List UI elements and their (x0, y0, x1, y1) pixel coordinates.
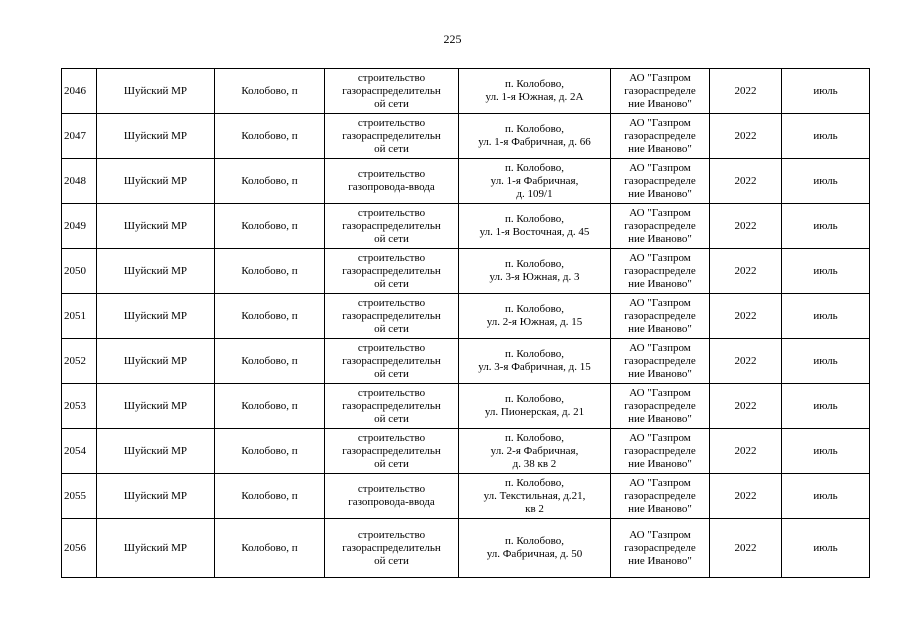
address-cell: п. Колобово, ул. Фабричная, д. 50 (459, 519, 611, 578)
address-cell: п. Колобово, ул. 1-я Восточная, д. 45 (459, 204, 611, 249)
locality-cell: Колобово, п (215, 114, 325, 159)
work-type-cell: строительство газопровода-ввода (325, 474, 459, 519)
work-type-cell: строительство газораспределительн ой сети (325, 339, 459, 384)
organization-cell: АО "Газпром газораспределе ние Иваново" (611, 519, 710, 578)
address-cell: п. Колобово, ул. 1-я Фабричная, д. 109/1 (459, 159, 611, 204)
month-cell: июль (782, 204, 870, 249)
organization-cell: АО "Газпром газораспределе ние Иваново" (611, 384, 710, 429)
district-cell: Шуйский МР (97, 204, 215, 249)
work-type-cell: строительство газораспределительн ой сети (325, 69, 459, 114)
organization-cell: АО "Газпром газораспределе ние Иваново" (611, 294, 710, 339)
organization-cell: АО "Газпром газораспределе ние Иваново" (611, 159, 710, 204)
month-cell: июль (782, 474, 870, 519)
organization-cell: АО "Газпром газораспределе ние Иваново" (611, 69, 710, 114)
work-type-cell: строительство газораспределительн ой сети (325, 294, 459, 339)
year-cell: 2022 (710, 204, 782, 249)
locality-cell: Колобово, п (215, 474, 325, 519)
row-number: 2056 (62, 519, 97, 578)
organization-cell: АО "Газпром газораспределе ние Иваново" (611, 204, 710, 249)
address-cell: п. Колобово, ул. Текстильная, д.21, кв 2 (459, 474, 611, 519)
row-number: 2054 (62, 429, 97, 474)
organization-cell: АО "Газпром газораспределе ние Иваново" (611, 429, 710, 474)
row-number: 2050 (62, 249, 97, 294)
locality-cell: Колобово, п (215, 519, 325, 578)
row-number: 2051 (62, 294, 97, 339)
locality-cell: Колобово, п (215, 429, 325, 474)
work-type-cell: строительство газопровода-ввода (325, 159, 459, 204)
district-cell: Шуйский МР (97, 294, 215, 339)
table-row (62, 339, 870, 384)
district-cell: Шуйский МР (97, 384, 215, 429)
gasification-table (61, 68, 870, 578)
year-cell: 2022 (710, 159, 782, 204)
page-number: 225 (443, 32, 462, 46)
work-type-cell: строительство газораспределительн ой сети (325, 429, 459, 474)
district-cell: Шуйский МР (97, 474, 215, 519)
table-row (62, 429, 870, 474)
table-row (62, 384, 870, 429)
year-cell: 2022 (710, 69, 782, 114)
district-cell: Шуйский МР (97, 429, 215, 474)
address-cell: п. Колобово, ул. 3-я Южная, д. 3 (459, 249, 611, 294)
table-row (62, 159, 870, 204)
year-cell: 2022 (710, 519, 782, 578)
month-cell: июль (782, 159, 870, 204)
address-cell: п. Колобово, ул. Пионерская, д. 21 (459, 384, 611, 429)
table-row (62, 294, 870, 339)
work-type-cell: строительство газораспределительн ой сети (325, 519, 459, 578)
work-type-cell: строительство газораспределительн ой сети (325, 114, 459, 159)
table-row (62, 519, 870, 578)
district-cell: Шуйский МР (97, 69, 215, 114)
district-cell: Шуйский МР (97, 249, 215, 294)
month-cell: июль (782, 69, 870, 114)
month-cell: июль (782, 429, 870, 474)
district-cell: Шуйский МР (97, 159, 215, 204)
table-body (62, 69, 870, 578)
month-cell: июль (782, 384, 870, 429)
locality-cell: Колобово, п (215, 204, 325, 249)
locality-cell: Колобово, п (215, 69, 325, 114)
locality-cell: Колобово, п (215, 294, 325, 339)
row-number: 2048 (62, 159, 97, 204)
year-cell: 2022 (710, 474, 782, 519)
address-cell: п. Колобово, ул. 3-я Фабричная, д. 15 (459, 339, 611, 384)
table-row (62, 114, 870, 159)
address-cell: п. Колобово, ул. 2-я Южная, д. 15 (459, 294, 611, 339)
table-row (62, 249, 870, 294)
district-cell: Шуйский МР (97, 114, 215, 159)
work-type-cell: строительство газораспределительн ой сети (325, 249, 459, 294)
organization-cell: АО "Газпром газораспределе ние Иваново" (611, 114, 710, 159)
organization-cell: АО "Газпром газораспределе ние Иваново" (611, 339, 710, 384)
year-cell: 2022 (710, 114, 782, 159)
table-row (62, 474, 870, 519)
locality-cell: Колобово, п (215, 339, 325, 384)
row-number: 2052 (62, 339, 97, 384)
address-cell: п. Колобово, ул. 2-я Фабричная, д. 38 кв 2 (459, 429, 611, 474)
table-row (62, 204, 870, 249)
month-cell: июль (782, 519, 870, 578)
month-cell: июль (782, 249, 870, 294)
month-cell: июль (782, 114, 870, 159)
row-number: 2055 (62, 474, 97, 519)
year-cell: 2022 (710, 429, 782, 474)
year-cell: 2022 (710, 249, 782, 294)
district-cell: Шуйский МР (97, 519, 215, 578)
row-number: 2047 (62, 114, 97, 159)
year-cell: 2022 (710, 384, 782, 429)
locality-cell: Колобово, п (215, 249, 325, 294)
row-number: 2046 (62, 69, 97, 114)
organization-cell: АО "Газпром газораспределе ние Иваново" (611, 249, 710, 294)
work-type-cell: строительство газораспределительн ой сети (325, 204, 459, 249)
year-cell: 2022 (710, 339, 782, 384)
row-number: 2053 (62, 384, 97, 429)
address-cell: п. Колобово, ул. 1-я Фабричная, д. 66 (459, 114, 611, 159)
row-number: 2049 (62, 204, 97, 249)
work-type-cell: строительство газораспределительн ой сети (325, 384, 459, 429)
district-cell: Шуйский МР (97, 339, 215, 384)
year-cell: 2022 (710, 294, 782, 339)
month-cell: июль (782, 294, 870, 339)
table-row (62, 69, 870, 114)
organization-cell: АО "Газпром газораспределе ние Иваново" (611, 474, 710, 519)
month-cell: июль (782, 339, 870, 384)
address-cell: п. Колобово, ул. 1-я Южная, д. 2А (459, 69, 611, 114)
locality-cell: Колобово, п (215, 384, 325, 429)
locality-cell: Колобово, п (215, 159, 325, 204)
